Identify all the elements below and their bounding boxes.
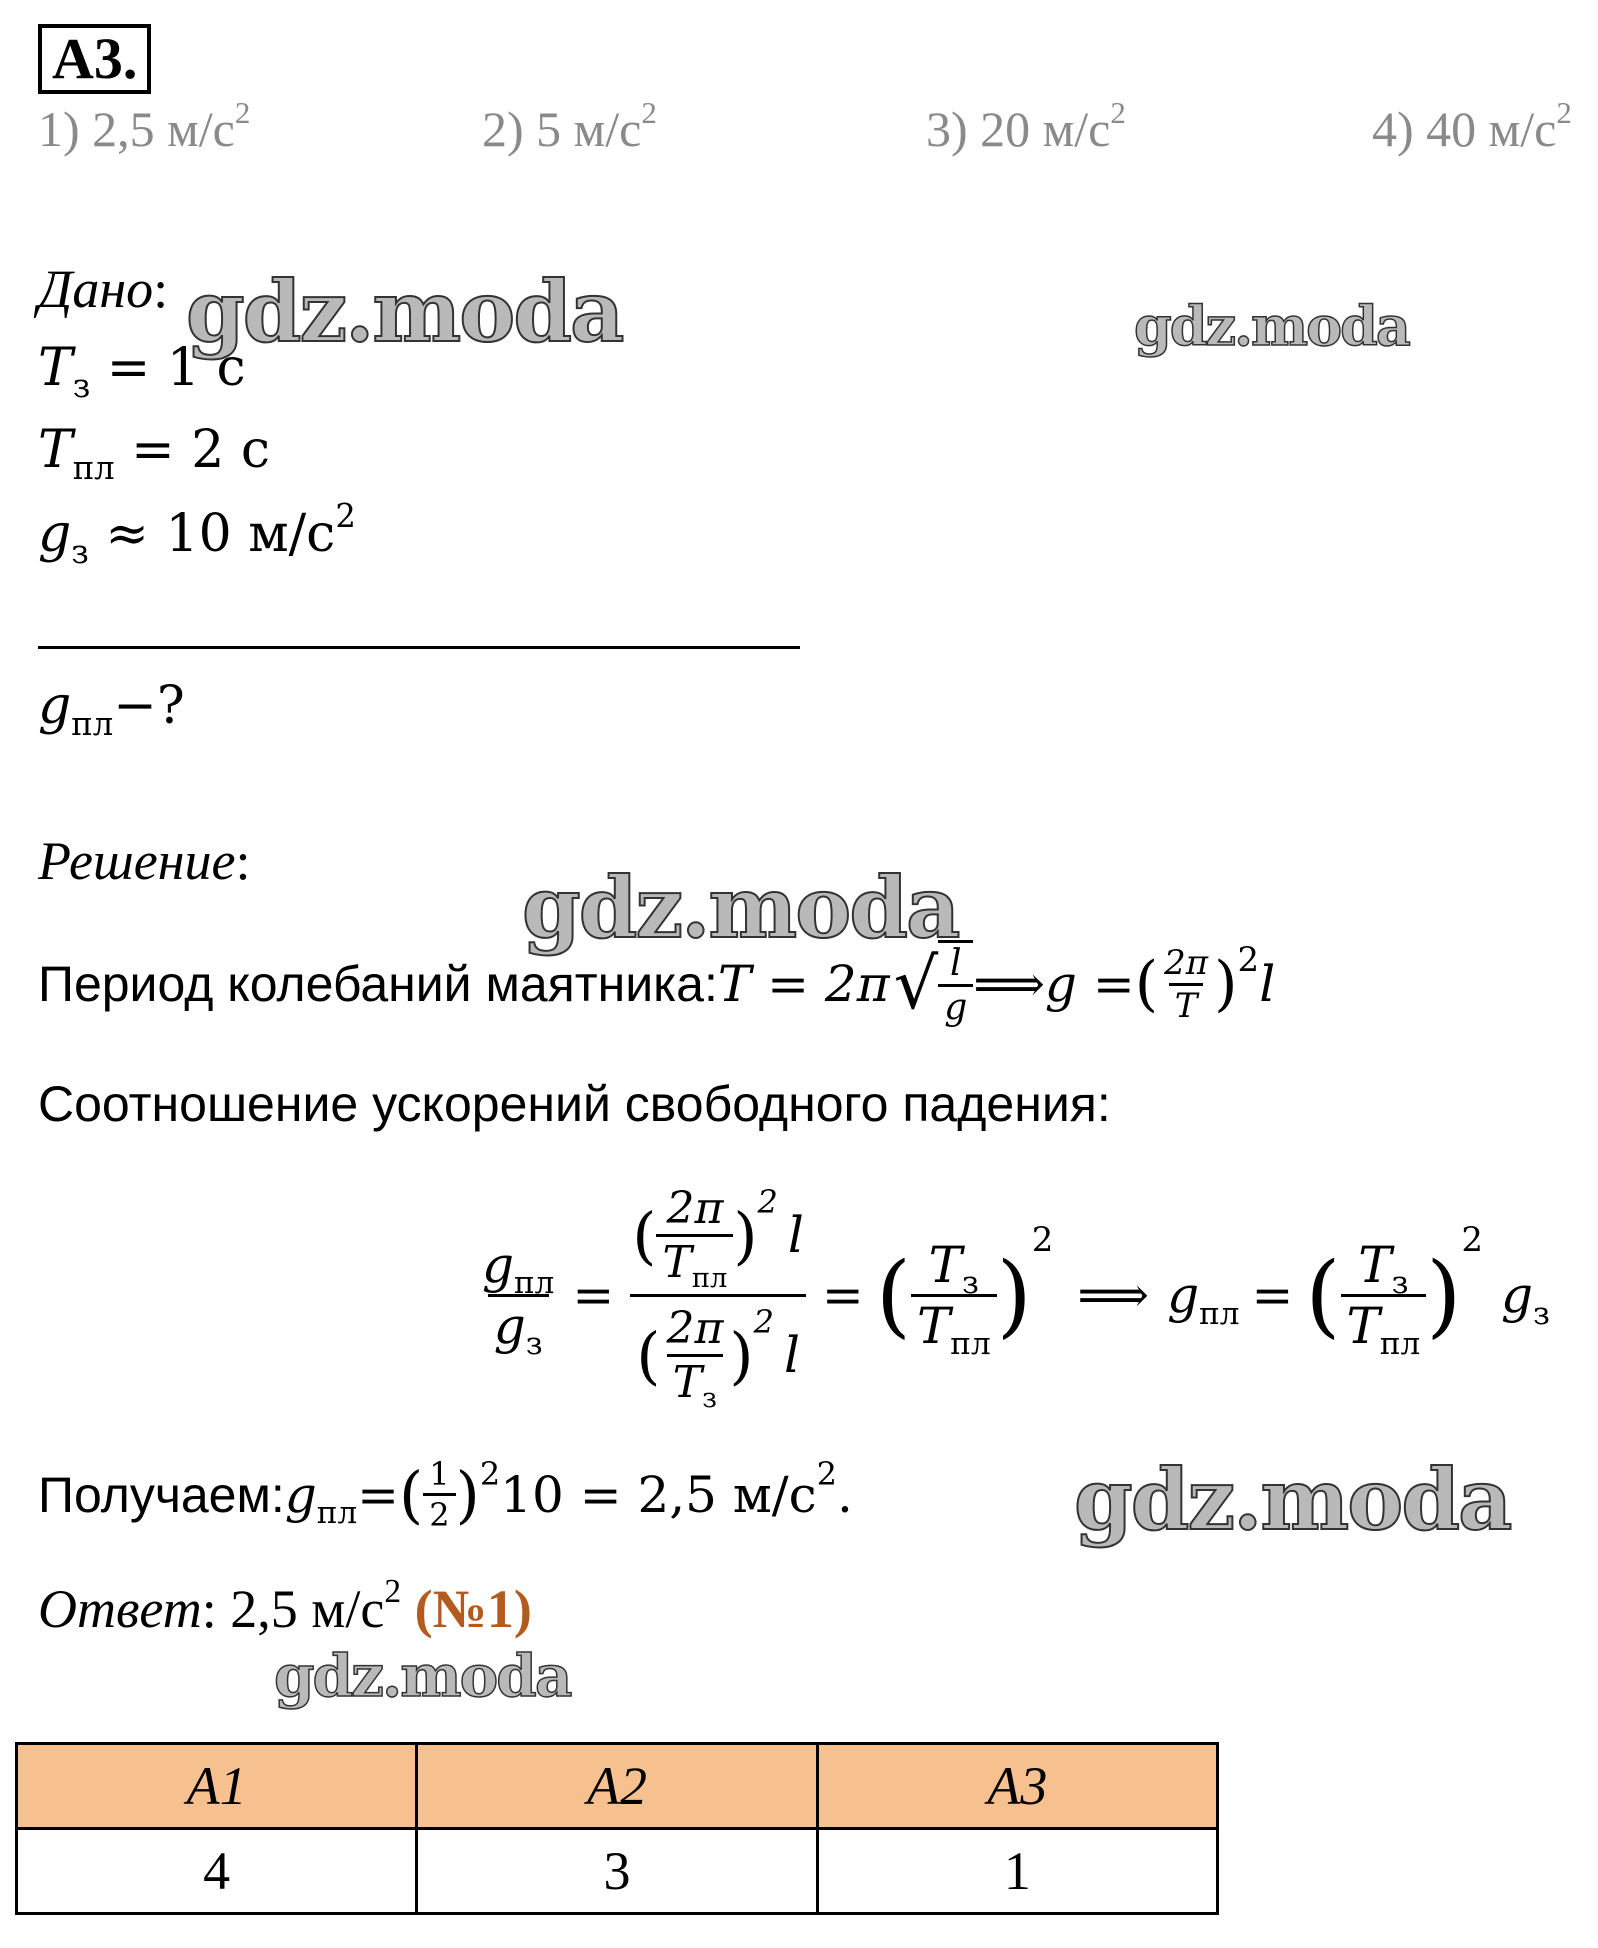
- ratio-mid-fraction: $\frac{T_з}{T_{пл}}$: [911, 1236, 997, 1355]
- period-g-eq: g =: [1044, 955, 1135, 1013]
- given-line-1: $T_з = 1$ с: [38, 338, 246, 406]
- watermark-logo: gdz.moda: [1074, 1450, 1511, 1549]
- ratio-text: Соотношение ускорений свободного падения:: [38, 1076, 1111, 1132]
- answer-ref: (№1): [414, 1579, 532, 1639]
- ratio-lhs-fraction: $\frac{g_{пл}}{g_з}$: [482, 1235, 555, 1363]
- result-text: Получаем:: [38, 1466, 285, 1523]
- table-header-row: [17, 1744, 1218, 1829]
- result-line: Получаем: $g_{пл}$ = ( $\frac{1}{2}$ ) 2 10 = 2,5 м/с 2 .: [38, 1455, 853, 1534]
- ratio-right-fraction: $\frac{T_з}{T_{пл}}$: [1341, 1236, 1427, 1355]
- ratio-big-fraction: ( $\frac{2\pi}{T_{пл}}$ ) 2 l ( $\frac{2\pi}{T_з}$ ) 2 l: [626, 1183, 810, 1408]
- period-lhs: T = 2π: [717, 955, 890, 1013]
- given-divider: [38, 646, 800, 649]
- watermark-logo: gdz.moda: [186, 262, 623, 361]
- table-header-cell: А3: [817, 1744, 1217, 1829]
- table-cell: 3: [417, 1829, 817, 1914]
- period-arrow: ⟹: [973, 955, 1045, 1013]
- watermark-logo: gdz.moda: [1134, 294, 1409, 358]
- table-row: [17, 1829, 1218, 1914]
- problem-label: А3.: [38, 24, 151, 94]
- sqrt-sign: √: [893, 943, 939, 1025]
- given-heading: Дано:: [38, 259, 169, 319]
- table-header-cell: А1: [17, 1744, 417, 1829]
- watermark-logo: gdz.moda: [522, 858, 959, 957]
- solution-heading: Решение:: [38, 831, 251, 891]
- table-cell: 4: [17, 1829, 417, 1914]
- option-3: 3) 20 $м/с^2$: [926, 94, 1126, 157]
- period-line: Период колебаний маятника: T = 2π √ $\frac{l}{g}$ ⟹ g = ( $\frac{2\pi}{T}$ ) 2 l: [38, 940, 1276, 1028]
- option-4: 4) 40 $м/с^2$: [1372, 94, 1572, 157]
- watermark-logo: gdz.moda: [274, 1642, 571, 1710]
- given-line-3: $g_з \approx 10$ $м/с^2$: [38, 496, 356, 572]
- period-text: Период колебаний маятника:: [38, 956, 718, 1012]
- table-header-cell: А2: [417, 1744, 817, 1829]
- ratio-formula: $\frac{g_{пл}}{g_з}$ = ( $\frac{2\pi}{T_{пл}}$ ) 2 l ( $\frac{2\pi}{T_з}$ ) 2 l = ( $\frac{T_з}{T_{пл}}$ ) 2 ⟹ $g_{пл}$ = ( $\frac{T_з}{T_{пл}}$ ) 2 $g_з$: [476, 1160, 1550, 1430]
- result-fraction: $\frac{1}{2}$: [423, 1455, 455, 1534]
- find-line: $g_{пл}-$?: [38, 676, 185, 744]
- given-line-2: $T_{пл} = 2$ с: [38, 420, 271, 488]
- option-1: 1) 2,5 $м/с^2$: [38, 94, 251, 157]
- table-cell: 1: [817, 1829, 1217, 1914]
- period-inner-fraction: $\frac{2\pi}{T}$: [1164, 942, 1209, 1026]
- sqrt-fraction: $\frac{l}{g}$: [938, 940, 973, 1028]
- answer-line: Ответ: 2,5 $м/с^2$ (№1): [38, 1572, 532, 1639]
- answers-table: [15, 1742, 1219, 1915]
- option-2: 2) 5 $м/с^2$: [482, 94, 657, 157]
